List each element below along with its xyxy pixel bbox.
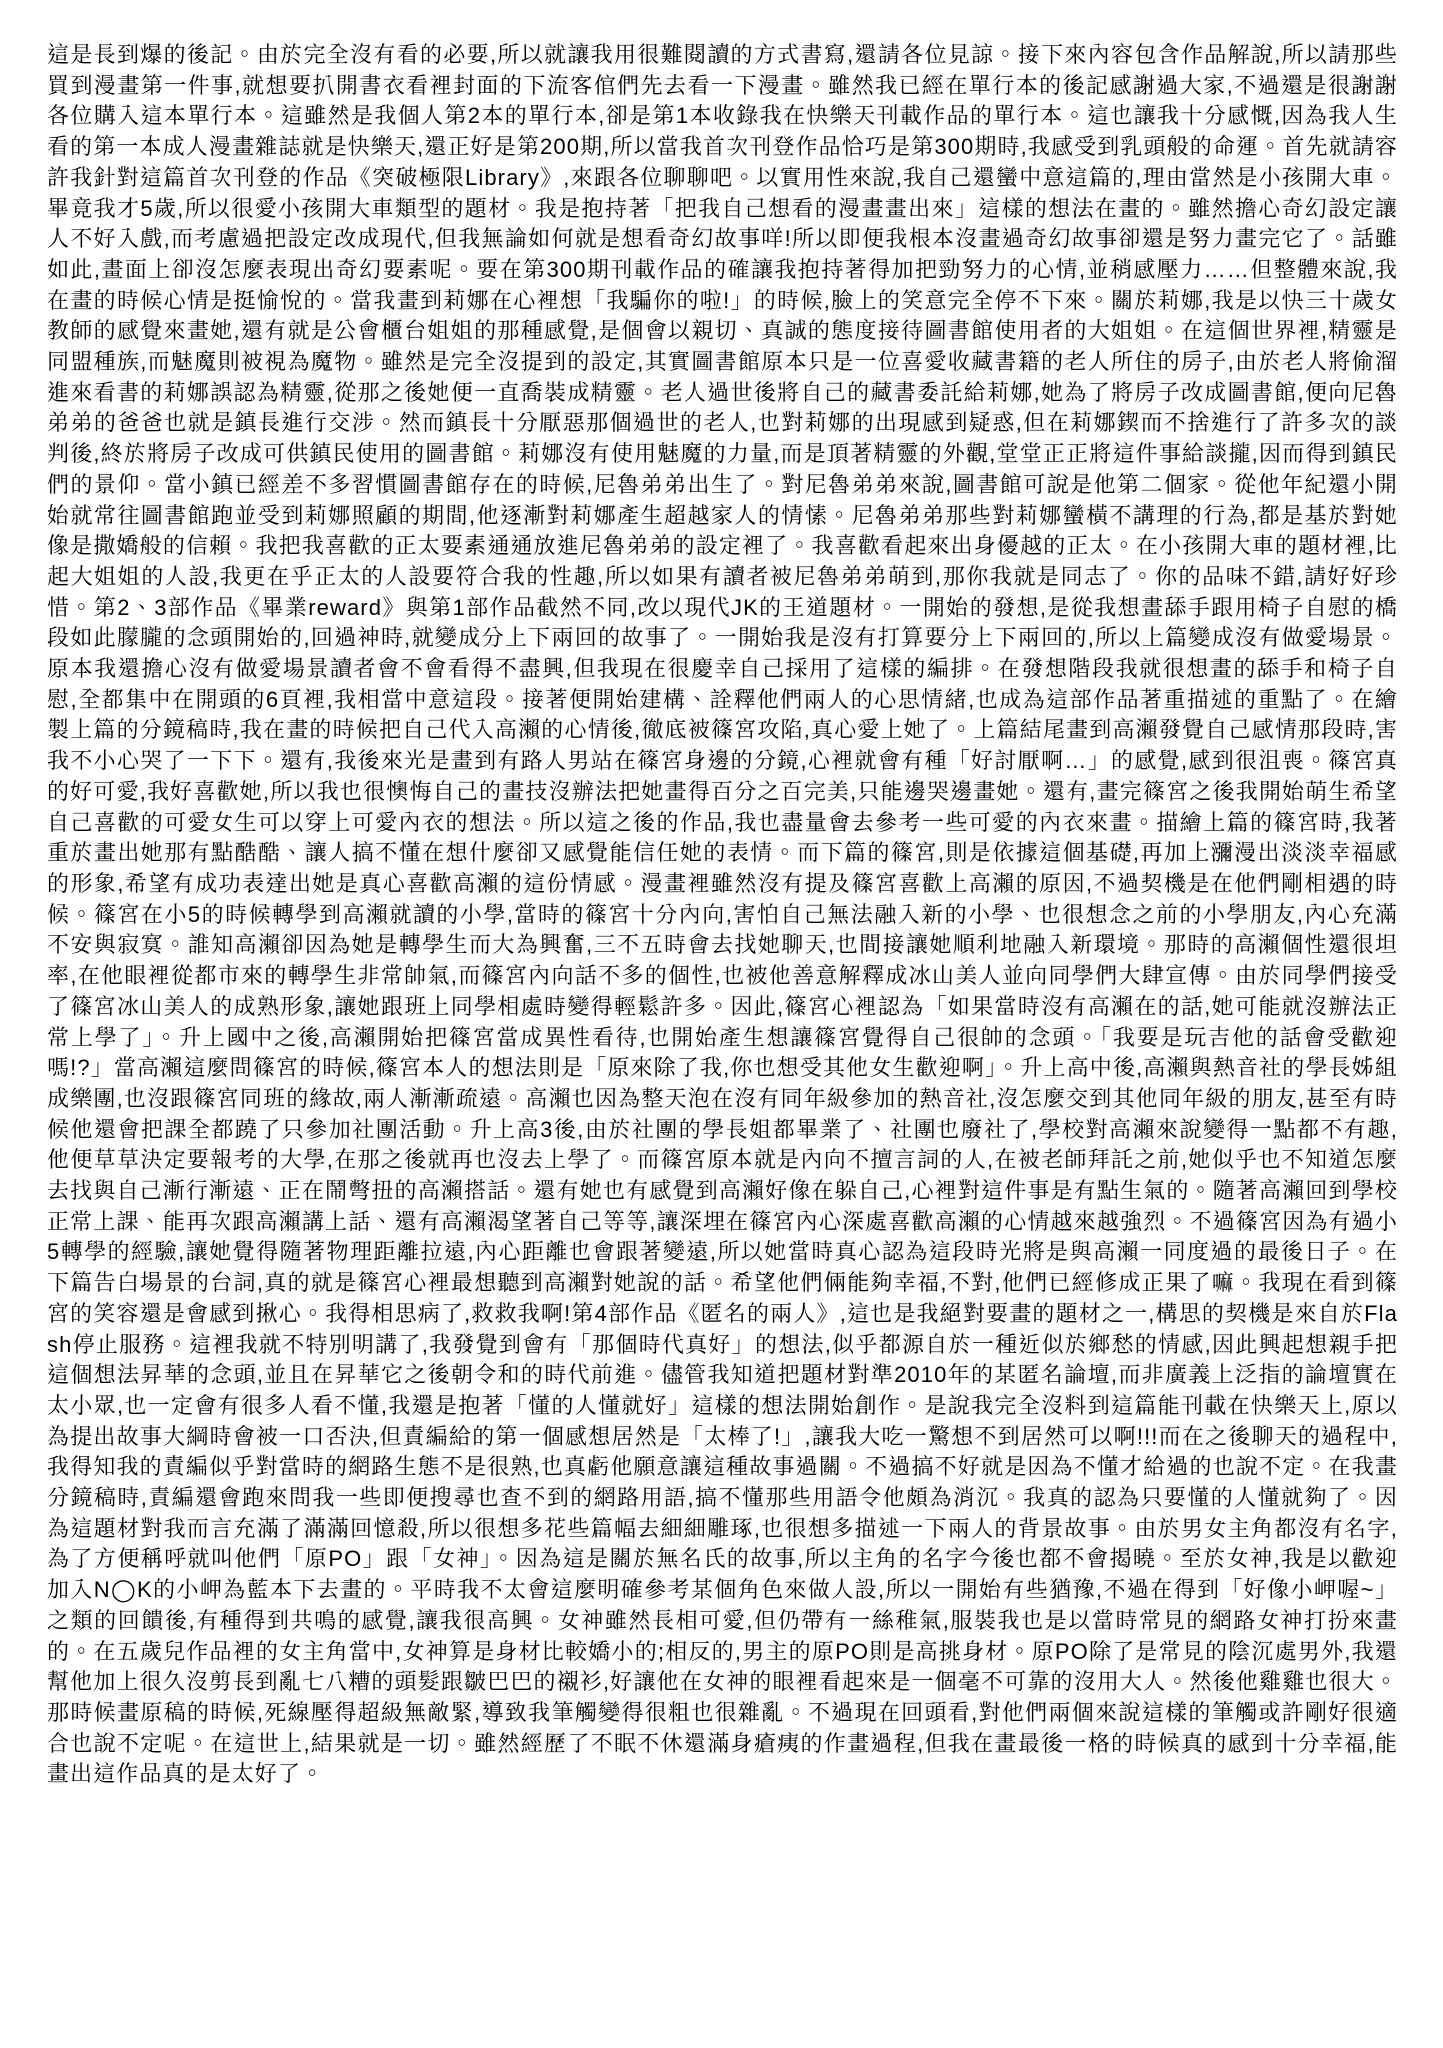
afterword-segment: 當小鎮已經差不多習慣圖書館存在的時候,尼魯弟弟出生了。對尼魯弟弟來說,圖書館可說是他第二個家。從他年紀還小開始就常往圖書館跑並受到莉娜照顧的期間,他逐漸對莉娜產生超越家人的情愫。尼魯弟弟那些對莉娜蠻橫不講理的行為,都是基於對她像是撒嬌般的信賴。我把我喜歡的正太要素通通放進尼魯弟弟的設定裡了。我喜歡看起來出身優越的正太。在小孩開大車的題材裡,比起大姐姐的人設,我更在乎正太的人設要符合我的性趣,所以如果有讀者被尼魯弟弟萌到,那你我就是同志了。你的品味不錯,請好好珍惜。 (47, 471, 1398, 620)
afterword-segment: 關於莉娜,我是以快三十歲女教師的感覺來畫她,還有就是公會櫃台姐姐的那種感覺,是個會以親切、真誠的態度接待圖書館使用者的大姐姐。在這個世界裡,精靈是同盟種族,而魅魔則被視為魔物。雖然是完全沒提到的設定,其實圖書館原本只是一位喜愛收藏書籍的老人所住的房子,由於老人將偷溜進來看書的莉娜誤認為精靈,從那之後她便一直喬裝成精靈。老人過世後將自己的藏書委託給莉娜,她為了將房子改成圖書館,便向尼魯弟弟的爸爸也就是鎮長進行交涉。然而鎮長十分厭惡那個過世的老人,也對莉娜的出現感到疑惑,但在莉娜鍥而不捨進行了許多次的談判後,終於將房子改成可供鎮民使用的圖書館。莉娜沒有使用魅魔的力量,而是頂著精靈的外觀,堂堂正正將這件事給談攏,因而得到鎮民們的景仰。 (47, 287, 1398, 497)
afterword-segment: 篠宮在小5的時候轉學到高瀨就讀的小學,當時的篠宮十分內向,害怕自己無法融入新的小學、也很想念之前的小學朋友,內心充滿不安與寂寞。誰知高瀨卻因為她是轉學生而大為興奮,三不五時會去找她聊天,也間接讓她順利地融入新環境。那時的高瀨個性還很坦率,在他眼裡從都市來的轉學生非常帥氣,而篠宮內向話不多的個性,也被他善意解釋成冰山美人並向同學們大肆宣傳。由於同學們接受了篠宮冰山美人的成熟形象,讓她跟班上同學相處時變得輕鬆許多。因此,篠宮心裡認為「如果當時沒有高瀨在的話,她可能就沒辦法正常上學了」。 (47, 901, 1398, 1050)
afterword-segment: 第4部作品《匿名的兩人》,這也是我絕對要畫的題材之一,構思的契機是來自於Flash停止服務。這裡我就不特別明講了,我發覺到會有「那個時代真好」的想法,似乎都源自於一種近似於鄉愁的情感,因此興起想親手把這個想法昇華的念頭,並且在昇華它之後朝令和的時代前進。儘管我知道把題材對準2010年的某匿名論壇,而非廣義上泛指的論壇實在太小眾,也一定會有很多人看不懂,我還是抱著「懂的人懂就好」這樣的想法開始創作。是說我完全沒料到這篇能刊載在快樂天上,原以為提出故事大綱時會被一口否決,但責編給的第一個感想居然是「太棒了!」,讓我大吃一驚想不到居然可以啊!!!而在之後聊天的過程中,我得知我的責編似乎對當時的網路生態不是很熟,也真虧他願意讓這種故事過關。不過搞不好就是因為不懂才給過的也說不定。在我畫分鏡稿時,責編還會跑來問我一些即便搜尋也查不到的網路用語,搞不懂那些用語令他頗為消沉。我真的認為只要懂的人懂就夠了。 (47, 1300, 1398, 1511)
afterword-segment: 女神雖然長相可愛,但仍帶有一絲稚氣,服裝我也是以當時常見的網路女神打扮來畫的。在五歲兒作品裡的女主角當中,女神算是身材比較嬌小的;相反的,男主的原PO則是高挑身材。原PO除了是常見的陰沉處男外,我還幫他加上很久沒剪長到亂七八糟的頭髮跟皺巴巴的襯衫,好讓他在女神的眼裡看起來是一個毫不可靠的沒用大人。然後他雞雞也很大。那時候畫原稿的時候,死線壓得超級無敵緊,導致我筆觸變得很粗也很雜亂。不過現在回頭看,對他們兩個來說這樣的筆觸或許剛好很適合也說不定呢。在這世上,結果就是一切。雖然經歷了不眠不休還滿身瘡痍的作畫過程,但我在畫最後一格的時候真的感到十分幸福,能畫出這作品真的是太好了。 (47, 1607, 1398, 1787)
afterword-segment: 首先就請容許我針對這篇首次刊登的作品《突破極限Library》,來跟各位聊聊吧。以實用性來說,我自己還蠻中意這篇的,理由當然是小孩開大車。畢竟我才5歲,所以很愛小孩開大車類型的題材。我是抱持著「把我自己想看的漫畫畫出來」這樣的想法在畫的。雖然擔心奇幻設定讓人不好入戲,而考慮過把設定改成現代,但我無論如何就是想看奇幻故事咩!所以即便我根本沒畫過奇幻故事卻還是努力畫完它了。話雖如此,畫面上卻沒怎麼表現出奇幻要素呢。要在第300期刊載作品的確讓我抱持著得加把勁努力的心情,並稍感壓力……但整體來說,我在畫的時候心情是挺愉悅的。當我畫到莉娜在心裡想「我騙你的啦!」的時候,臉上的笑意完全停不下來。 (47, 134, 1398, 313)
afterword-segment: 第2、3部作品《畢業reward》與第1部作品截然不同,改以現代JK的王道題材。一開始的發想,是從我想畫舔手跟用椅子自慰的橋段如此朦朧的念頭開始的,回過神時,就變成分上下兩回的故事了。一開始我是沒有打算要分上下兩回的,所以上篇變成沒有做愛場景。原本我還擔心沒有做愛場景讀者會不會看得不盡興,但我現在很慶幸自己採用了這樣的編排。在發想階段我就很想畫的舔手和椅子自慰,全都集中在開頭的6頁裡,我相當中意這段。接著便開始建構、詮釋他們兩人的心思情緒,也成為這部作品著重描述的重點了。在繪製上篇的分鏡稿時,我在畫的時候把自己代入高瀨的心情後,徹底被篠宮攻陷,真心愛上她了。上篇結尾畫到高瀨發覺自己感情那段時,害我不小心哭了一下下。還有,我後來光是畫到有路人男站在篠宮身邊的分鏡,心裡就會有種「好討厭啊…」的感覺,感到很沮喪。篠宮真的好可愛,我好喜歡她,所以我也很懊悔自己的畫技沒辦法把她畫得百分之百完美,只能邊哭邊畫她。 (47, 594, 1398, 804)
afterword-segment: 升上國中之後,高瀨開始把篠宮當成異性看待,也開始產生想讓篠宮覺得自己很帥的念頭。「我要是玩吉他的話會受歡迎嗎!?」當高瀨這麼問篠宮的時候,篠宮本人的想法則是「原來除了我,你也想受其他女生歡迎啊」。升上高中後,高瀨與熱音社的學長姊組成樂團,也沒跟篠宮同班的緣故,兩人漸漸疏遠。高瀨也因為整天泡在沒有同年級參加的熱音社,沒怎麼交到其他同年級的朋友,甚至有時候他還會把課全都蹺了只參加社團活動。升上高3後,由於社團的學長姐都畢業了、社團也廢社了,學校對高瀨來說變得一點都不有趣,他便草草決定要報考的大學,在那之後就再也沒去上學了。 (47, 1024, 1398, 1173)
afterword-segment: 因為這題材對我而言充滿了滿滿回憶殺,所以很想多花些篇幅去細細雕琢,也很想多描述一下兩人的背景故事。由於男女主角都沒有名字,為了方便稱呼就叫他們「原PO」跟「女神」。因為這是關於無名氏的故事,所以主角的名字今後也都不會揭曉。至於女神,我是以歡迎加入N◯K的小岬為藍本下去畫的。平時我不太會這麼明確參考某個角色來做人設,所以一開始有些猶豫,不過在得到「好像小岬喔~」之類的回饋後,有種得到共鳴的感覺,讓我很高興。 (47, 1485, 1398, 1633)
afterword-segment: 而篠宮原本就是內向不擅言詞的人,在被老師拜託之前,她似乎也不知道怎麼去找與自己漸行漸遠、正在鬧彆扭的高瀨搭話。還有她也有感覺到高瀨好像在躲自己,心裡對這件事是有點生氣的。隨著高瀨回到學校正常上課、能再次跟高瀨講上話、還有高瀨渴望著自己等等,讓深埋在篠宮內心深處喜歡高瀨的心情越來越強烈。不過篠宮因為有過小5轉學的經驗,讓她覺得隨著物理距離拉遠,內心距離也會跟著變遠,所以她當時真心認為這段時光將是與高瀨一同度過的最後日子。在下篇告白場景的台詞,真的就是篠宮心裡最想聽到高瀨對她說的話。希望他們倆能夠幸福,不對,他們已經修成正果了嘛。我現在看到篠宮的笑容還是會感到揪心。我得相思病了,救救我啊! (47, 1147, 1398, 1326)
afterword-segment: 還有,畫完篠宮之後我開始萌生希望自己喜歡的可愛女生可以穿上可愛內衣的想法。所以這之後的作品,我也盡量會去參考一些可愛的內衣來畫。描繪上篇的篠宮時,我著重於畫出她那有點酷酷、讓人搞不懂在想什麼卻又感覺能信任她的表情。而下篇的篠宮,則是依據這個基礎,再加上瀰漫出淡淡幸福感的形象,希望有成功表達出她是真心喜歡高瀨的這份情感。漫畫裡雖然沒有提及篠宮喜歡上高瀨的原因,不過契機是在他們剛相遇的時候。 (47, 778, 1398, 927)
afterword-text (47, 40, 1398, 1790)
afterword-segment: 這是長到爆的後記。由於完全沒有看的必要,所以就讓我用很難閱讀的方式書寫,還請各位見諒。接下來內容包含作品解說,所以請那些買到漫畫第一件事,就想要扒開書衣看裡封面的下流客倌們先去看一下漫畫。雖然我已經在單行本的後記感謝過大家,不過還是很謝謝各位購入這本單行本。這雖然是我個人第2本的單行本,卻是第1本收錄我在快樂天刊載作品的單行本。這也讓我十分感慨,因為我人生看的第一本成人漫畫雜誌就是快樂天,還正好是第200期,所以當我首次刊登作品恰巧是第300期時,我感受到乳頭般的命運。 (47, 42, 1398, 160)
